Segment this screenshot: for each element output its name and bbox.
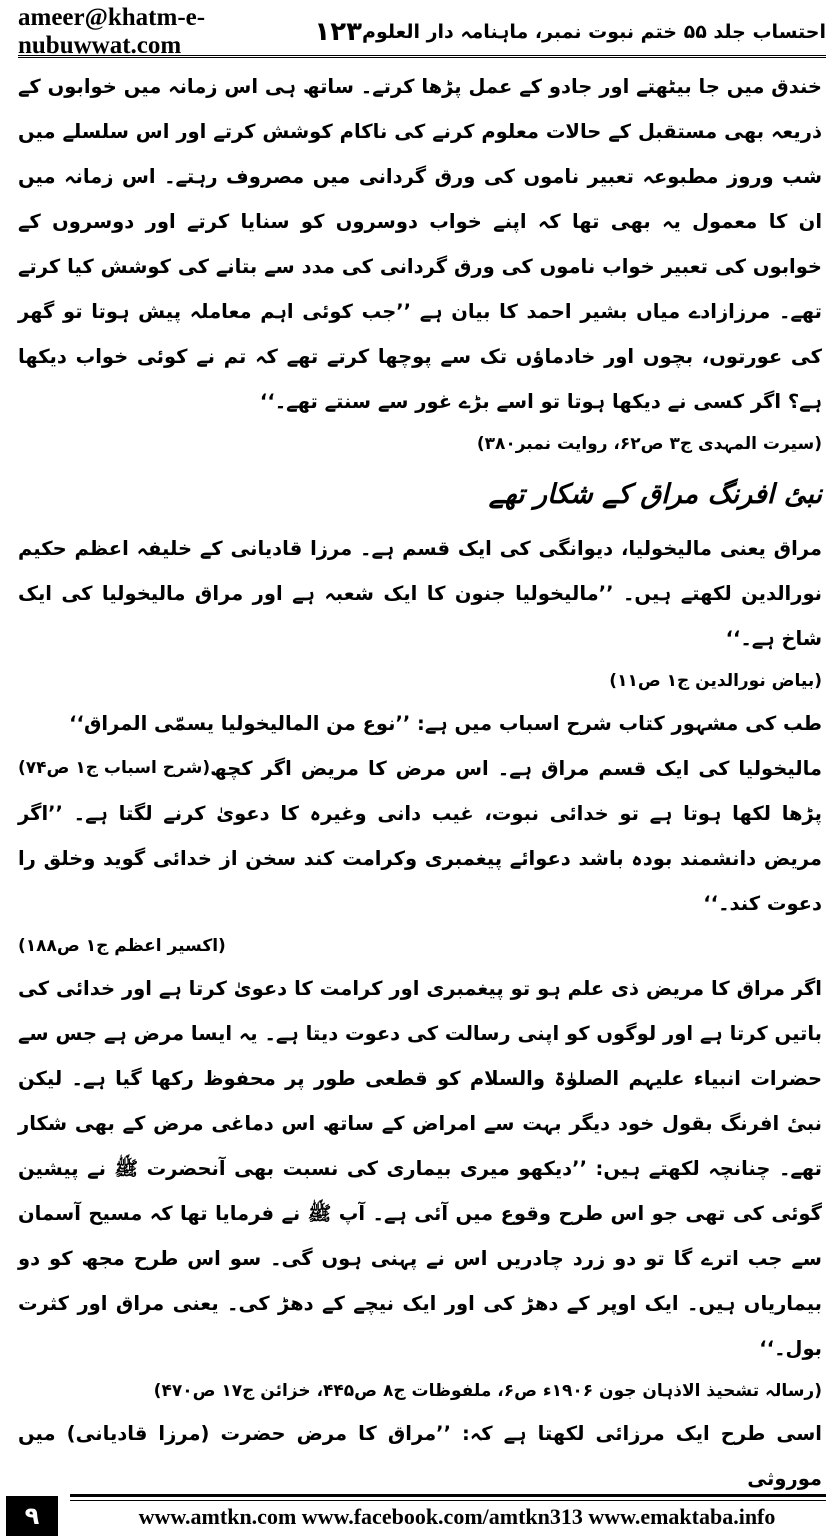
- header-left: [18, 4, 362, 60]
- reference-3: (شرح اسباب ج۱ ص۷۴): [18, 758, 211, 778]
- footer-page-number: ۹: [6, 1496, 58, 1536]
- footer-rule: [70, 1494, 826, 1501]
- footer-links[interactable]: www.amtkn.com www.facebook.com/amtkn313 www.emaktaba.info: [138, 1504, 776, 1529]
- reference-1: (سیرت المہدی ج۳ ص۶۲، روایت نمبر۳۸۰): [476, 434, 822, 454]
- article-body: [18, 64, 822, 1501]
- paragraph-3-text: طب کی مشہور کتاب شرح اسباب میں ہے: ’’نوع من الماليخوليا يسمّى المراق‘‘: [69, 712, 822, 735]
- paragraph-1: خندق میں جا بیٹھتے اور جادو کے عمل پڑھا کرتے۔ ساتھ ہی اس زمانہ میں خوابوں کے ذریعہ بھی مستقبل کے حالات معلوم کرنے کی ناکام کوشش کرتے اور اس سلسلے میں شب وروز مطبوعہ تعبیر ناموں کی ورق گردانی میں مصروف رہتے۔ اس زمانہ میں ان کا معمول یہ بھی تھا کہ اپنے خواب دوسروں کو سنایا کرتے اور دوسروں کے خوابوں کی تعبیر خواب ناموں کی ورق گردانی کی مدد سے بتانے کی کوشش کیا کرتے تھے۔ مرزازادے میاں بشیر احمد کا بیان ہے ’’جب کوئی اہم معاملہ پیش ہوتا تو گھر کی عورتوں، بچوں اور خادماؤں تک سے پوچھا کرتے تھے کہ تم نے کوئی خواب دیکھا ہے؟ اگر کسی نے دیکھا ہوتا تو اسے بڑے غور سے سنتے تھے۔‘‘: [18, 75, 822, 413]
- paragraph-2: مراق یعنی مالیخولیا، دیوانگی کی ایک قسم ہے۔ مرزا قادیانی کے خلیفہ اعظم حکیم نورالدین لکھتے ہیں۔ ’’مالیخولیا جنون کا ایک شعبہ ہے اور مراق مالیخولیا کی ایک شاخ ہے۔‘‘: [18, 537, 822, 650]
- paragraph-4: مالیخولیا کی ایک قسم مراق ہے۔ اس مرض کا مریض اگر کچھ پڑھا لکھا ہوتا ہے تو خدائی نبوت، غیب دانی وغیرہ کا دعویٰ کرنے لگتا ہے۔ ’’اگر مریض دانشمند بودہ باشد دعوائے پیغمبری وکرامت کند سخن از خدائی گوید وخلق را دعوت کند۔‘‘: [18, 757, 822, 915]
- paragraph-6: اسی طرح ایک مرزائی لکھتا ہے کہ: ’’مراق کا مرض حضرت (مرزا قادیانی) میں موروثی: [18, 1422, 822, 1490]
- header-email[interactable]: ameer@khatm-e-nubuwwat.com: [18, 3, 206, 59]
- page-footer: [0, 1486, 840, 1540]
- paragraph-3: [18, 701, 822, 778]
- paragraph-5: اگر مراق کا مریض ذی علم ہو تو پیغمبری اور کرامت کا دعویٰ کرتا ہے اور خدائی کی باتیں کرتا ہے اور لوگوں کو اپنی رسالت کی دعوت دیتا ہے۔ یہ ایسا مرض ہے جس سے حضرات انبیاء علیہم الصلوٰۃ والسلام کو قطعی طور پر محفوظ رکھا گیا ہے۔ لیکن نبیٔ افرنگ بقول خود دیگر بہت سے امراض کے ساتھ اس دماغی مرض کے بھی شکار تھے۔ چنانچہ لکھتے ہیں: ’’دیکھو میری بیماری کی نسبت بھی آنحضرت ﷺ نے پیشین گوئی کی تھی جو اس طرح وقوع میں آئی ہے۔ آپ ﷺ نے فرمایا تھا کہ مسیح آسمان سے جب اترے گا تو دو زرد چادریں اس نے پہنی ہوں گی۔ سو اس طرح مجھ کو دو بیماریاں ہیں۔ ایک اوپر کے دھڑ کی اور ایک نیچے کے دھڑ کی۔ یعنی مراق اور کثرت بول۔‘‘: [18, 977, 822, 1360]
- header-page-number: ۱۲۳: [314, 16, 363, 47]
- page-header: [18, 3, 826, 59]
- reference-2: (بیاض نورالدین ج۱ ص۱۱): [609, 671, 822, 691]
- reference-5: (رسالہ تشحیذ الاذہان جون ۱۹۰۶ء ص۶، ملفوظات ج۸ ص۴۴۵، خزائن ج۱۷ ص۴۷۰): [153, 1381, 822, 1401]
- section-heading: نبیٔ افرنگ مراق کے شکار تھے: [488, 479, 822, 510]
- header-title: احتساب جلد ۵۵ ختم نبوت نمبر، ماہنامہ دار العلوم: [362, 20, 826, 43]
- reference-4: (اکسیر اعظم ج۱ ص۱۸۸): [18, 936, 226, 956]
